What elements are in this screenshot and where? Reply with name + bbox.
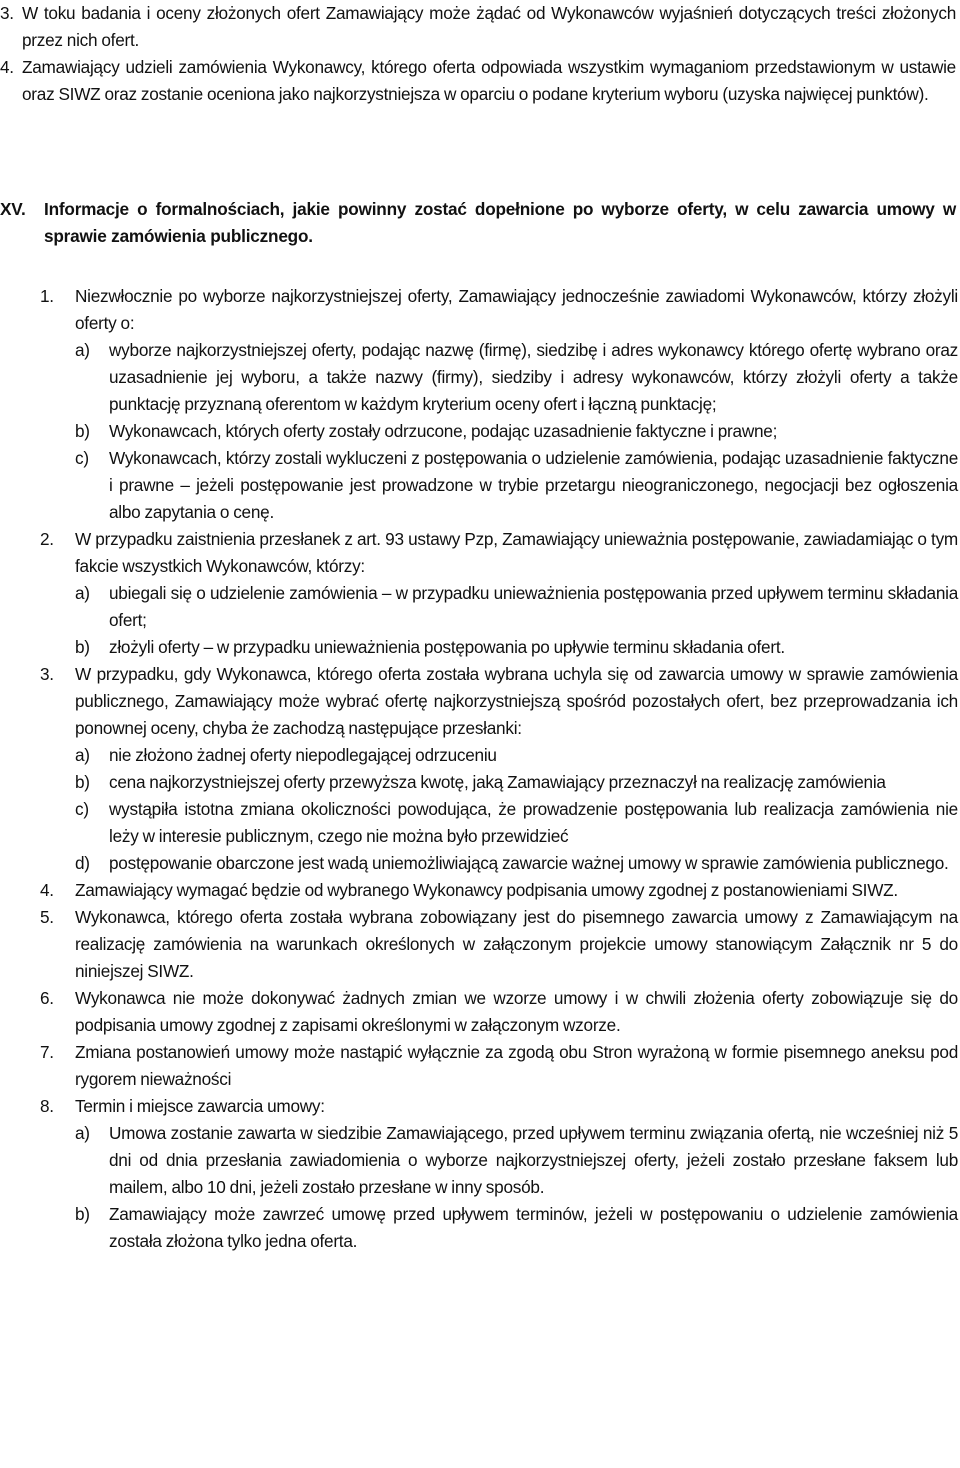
sub-item-text: wyborze najkorzystniejszej oferty, podając nazwę (firmę), siedzibę i adres wykonawcy którego ofertę wybrano oraz uzasadnienie jej wyboru, a także nazwy (firmy), siedziby i adresy wykonawców, którzy złożyli oferty a także punktację przyznaną oferentom w każdym kryterium oceny ofert i łączną punktację;	[109, 340, 958, 414]
item-text: Termin i miejsce zawarcia umowy:	[75, 1096, 325, 1116]
list-item	[0, 54, 956, 108]
sub-item-text: Zamawiający może zawrzeć umowę przed upływem terminów, jeżeli w postępowaniu o udzielenie zamówienia została złożona tylko jedna oferta.	[109, 1204, 958, 1251]
sub-item	[75, 418, 958, 445]
sub-item-letter: b)	[75, 772, 90, 792]
sub-item-text: nie złożono żadnej oferty niepodlegającej odrzuceniu	[109, 745, 497, 765]
intro-list	[0, 0, 956, 108]
item-number: 5.	[40, 907, 54, 927]
item-number: 3.	[40, 664, 54, 684]
sub-item-letter: a)	[75, 583, 90, 603]
sub-item	[75, 769, 958, 796]
list-item	[40, 283, 958, 337]
sub-item	[75, 580, 958, 634]
sub-item	[75, 742, 958, 769]
item-text: W przypadku, gdy Wykonawca, którego oferta została wybrana uchyla się od zawarcia umowy w sprawie zamówienia publicznego, Zamawiający może wybrać ofertę najkorzystniejszą spośród pozostałych ofert, bez przeprowadzania ich ponownej oceny, chyba że zachodzą następujące przesłanki:	[75, 664, 958, 738]
item-number: 4.	[0, 57, 14, 77]
item-text: Zmiana postanowień umowy może nastąpić wyłącznie za zgodą obu Stron wyrażoną w formie pisemnego aneksu pod rygorem nieważności	[75, 1042, 958, 1089]
sub-item-letter: c)	[75, 799, 89, 819]
item-text: Niezwłocznie po wyborze najkorzystniejszej oferty, Zamawiający jednocześnie zawiadomi Wykonawców, którzy złożyli oferty o:	[75, 286, 958, 333]
sub-item	[75, 337, 958, 418]
item-number: 8.	[40, 1096, 54, 1116]
item-text: W przypadku zaistnienia przesłanek z art. 93 ustawy Pzp, Zamawiający unieważnia postępowanie, zawiadamiając o tym fakcie wszystkich Wykonawców, którzy:	[75, 529, 958, 576]
item-text: W toku badania i oceny złożonych ofert Zamawiający może żądać od Wykonawców wyjaśnień dotyczących treści złożonych przez nich ofert.	[22, 3, 956, 50]
section-number: XV.	[0, 199, 26, 219]
sub-item-letter: b)	[75, 637, 90, 657]
numbered-list	[40, 283, 958, 1255]
sub-item-text: cena najkorzystniejszej oferty przewyższa kwotę, jaką Zamawiający przeznaczył na realizację zamówienia	[109, 772, 886, 792]
item-text: Wykonawca, którego oferta została wybrana zobowiązany jest do pisemnego zawarcia umowy z Zamawiającym na realizację zamówienia na warunkach określonych w załączonym projekcie umowy stanowiącym Załącznik nr 5 do niniejszej SIWZ.	[75, 907, 958, 981]
item-number: 6.	[40, 988, 54, 1008]
sub-item	[75, 796, 958, 850]
sub-item	[75, 1201, 958, 1255]
sub-item-letter: b)	[75, 1204, 90, 1224]
item-number: 3.	[0, 3, 14, 23]
item-number: 7.	[40, 1042, 54, 1062]
list-item	[0, 0, 956, 54]
sub-item-text: wystąpiła istotna zmiana okoliczności powodująca, że prowadzenie postępowania lub realizacja zamówienia nie leży w interesie publicznym, czego nie można było przewidzieć	[109, 799, 958, 846]
list-item	[40, 904, 958, 985]
list-item	[40, 877, 958, 904]
item-text: Zamawiający udzieli zamówienia Wykonawcy, którego oferta odpowiada wszystkim wymaganiom przedstawionym w ustawie oraz SIWZ oraz zostanie oceniona jako najkorzystniejsza w oparciu o podane kryterium wyboru (uzyska najwięcej punktów).	[22, 57, 956, 104]
sub-item	[75, 445, 958, 526]
sub-item-text: Wykonawcach, których oferty zostały odrzucone, podając uzasadnienie faktyczne i prawne;	[109, 421, 778, 441]
list-item	[40, 526, 958, 580]
item-text: Zamawiający wymagać będzie od wybranego Wykonawcy podpisania umowy zgodnej z postanowieniami SIWZ.	[75, 880, 898, 900]
sub-item-letter: d)	[75, 853, 90, 873]
item-number: 1.	[40, 286, 54, 306]
sub-item-letter: a)	[75, 340, 90, 360]
section-heading	[0, 196, 956, 250]
section-title	[0, 196, 956, 250]
sub-item-text: złożyli oferty – w przypadku unieważnienia postępowania po upływie terminu składania ofert.	[109, 637, 785, 657]
sub-item-letter: c)	[75, 448, 89, 468]
list-item	[40, 985, 958, 1039]
sub-item	[75, 1120, 958, 1201]
sub-item-letter: a)	[75, 745, 90, 765]
item-number: 4.	[40, 880, 54, 900]
item-text: Wykonawca nie może dokonywać żadnych zmian we wzorze umowy i w chwili złożenia oferty zobowiązuje się do podpisania umowy zgodnej z zapisami określonymi w załączonym wzorze.	[75, 988, 958, 1035]
section-title-text: Informacje o formalnościach, jakie powinny zostać dopełnione po wyborze oferty, w celu zawarcia umowy w sprawie zamówienia publicznego.	[44, 199, 956, 246]
item-number: 2.	[40, 529, 54, 549]
list-item	[40, 1039, 958, 1093]
sub-item-text: ubiegali się o udzielenie zamówienia – w przypadku unieważnienia postępowania przed upływem terminu składania ofert;	[109, 583, 958, 630]
sub-item-text: Umowa zostanie zawarta w siedzibie Zamawiającego, przed upływem terminu związania ofertą, nie wcześniej niż 5 dni od dnia przesłania zawiadomienia o wyborze najkorzystniejszej oferty, jeżeli zostało przesłane faksem lub mailem, albo 10 dni, jeżeli zostało przesłane w inny sposób.	[109, 1123, 958, 1197]
list-item	[40, 661, 958, 742]
sub-item-text: Wykonawcach, którzy zostali wykluczeni z postępowania o udzielenie zamówienia, podając uzasadnienie faktyczne i prawne – jeżeli postępowanie jest prowadzone w trybie przetargu nieograniczonego, negocjacji bez ogłoszenia albo zapytania o cenę.	[109, 448, 958, 522]
sub-item-letter: b)	[75, 421, 90, 441]
sub-item-letter: a)	[75, 1123, 90, 1143]
sub-item-text: postępowanie obarczone jest wadą uniemożliwiającą zawarcie ważnej umowy w sprawie zamówienia publicznego.	[109, 853, 949, 873]
sub-item	[75, 634, 958, 661]
sub-item	[75, 850, 958, 877]
list-item	[40, 1093, 958, 1120]
